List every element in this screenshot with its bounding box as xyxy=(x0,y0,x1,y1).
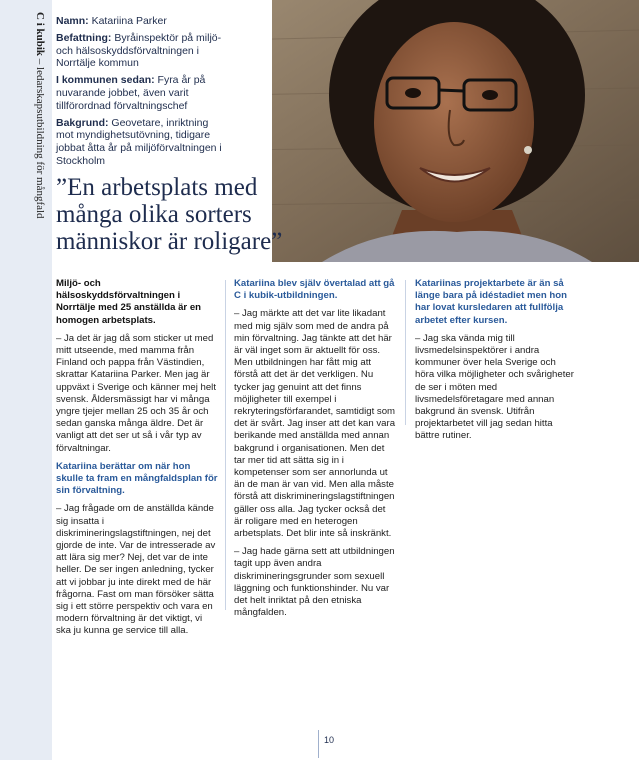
footer-rule xyxy=(318,730,319,758)
quote-line-2: många olika sorters xyxy=(56,201,252,228)
spine-title xyxy=(31,12,49,252)
article-column-2 xyxy=(234,278,396,625)
page-number: 10 xyxy=(324,735,335,745)
quote-line-1: ”En arbetsplats med xyxy=(56,174,258,201)
column-1-question: Katariina berättar om när hon skulle ta fram en mångfaldsplan för sin förvaltning. xyxy=(56,460,218,497)
spine-title-bold: C i kubik xyxy=(34,12,46,57)
column-2-paragraph-2: – Jag hade gärna sett att utbildningen tagit upp även andra diskrimineringsgrunder som sexuell läggning och funktionshinder. Nu var det helt inriktat på den etniska mångfalden. xyxy=(234,546,395,619)
column-1-paragraph-2: – Jag frågade om de anställda kände sig insatta i diskrimineringslagstiftningen, nej det gjorde de inte. Var de intresserade av att lära sig mer? Nej, det var de inte heller. De ser ingen anledning, tycker att vi jobbar ju inte direkt med de här frågorna. Fast om man försöker sätta sig i ett större perspektiv och vara en modern förvaltning är det viktigt, vi ska ju kunna ge service till alla. xyxy=(56,503,216,637)
column-3-question: Katariinas projektarbete är än så länge bara på idéstadiet men hon har lovat kursledaren att fullfölja arbetet efter kursen. xyxy=(415,278,567,326)
column-2-question: Katariina blev själv övertalad att gå C i kubik-utbildningen. xyxy=(234,278,395,302)
column-divider-1 xyxy=(225,280,226,610)
fact-bg-value: Geovetare, inriktning mot myndighetsutövning, tidigare jobbat åtta år på miljöförvaltningen i Stockholm xyxy=(56,116,222,167)
column-1-paragraph-1: – Ja det är jag då som sticker ut med mitt utseende, med mamma från Finland och pappa från Västindien, skrattar Katariina Parker. Men jag är uppväxt i Sverige och känner mej helt svensk. Åldersmässigt har vi många yngre tjejer mellan 25 och 35 år och sedan ganska många äldre. Det är vanligt att det ser ut så i vår typ av förvaltningar. xyxy=(56,332,216,454)
fact-name xyxy=(56,15,228,28)
column-1-lead: Miljö- och hälsoskyddsförvaltningen i Norrtälje med 25 anställda är en homogen arbetsplats. xyxy=(56,278,202,326)
fact-name-label: Namn: xyxy=(56,15,89,27)
headline-quote xyxy=(56,174,356,255)
spine-title-rest: – ledarskapsutbildning för mångfald xyxy=(34,56,46,219)
fact-box xyxy=(56,15,228,172)
fact-since-label: I kommunen sedan: xyxy=(56,74,155,87)
fact-bg-label: Bakgrund: xyxy=(56,116,109,129)
article-column-3 xyxy=(415,278,577,449)
fact-background xyxy=(56,117,228,168)
fact-job-value: Byråinspektör på miljö- och hälsoskyddsförvaltningen i Norrtälje kommun xyxy=(56,31,222,70)
fact-since-value: Fyra år på nuvarande jobbet, även varit tillförordnad förvaltningschef xyxy=(56,74,206,112)
article-column-1 xyxy=(56,278,218,644)
fact-since xyxy=(56,74,228,112)
column-divider-2 xyxy=(405,280,406,425)
fact-job-label: Befattning: xyxy=(56,31,112,44)
column-3-paragraph-1: – Jag ska vända mig till livsmedelsinspektörer i andra kommuner över hela Sverige och höra vilka möjligheter och svårigheter de ser i möten med livsmedelsföretagare med annan bakgrund än svensk. Utifrån projektarbetet vill jag sedan hitta bättre rutiner. xyxy=(415,332,574,442)
fact-job xyxy=(56,32,228,70)
quote-line-3: människor är roligare” xyxy=(56,228,283,255)
column-2-paragraph-1: – Jag märkte att det var lite likadant med mig själv som med de andra på min förvaltning. Jag tänkte att det här är väl inget som är aktuellt för oss. Men utbildningen har fått mig att förstå att det är det verkligen. Nu tycker jag genuint att det finns möjligheter till exempel i rekryteringsförfarandet, samtidigt som det är svårt. Jag inser att det kan vara berikande med anställda med annan bakgrund i organisationen. Men det tar mer tid att sätta sig in i kompetenser som ser annorlunda ut än de man är van vid. Men alla måste förstå att diskrimineringslagstiftningen gäller oss alla. Jag tycker också det är roligare med en heterogen arbetsplats. Det blir inte så inskränkt. xyxy=(234,308,396,540)
fact-name-value: Katariina Parker xyxy=(88,15,167,27)
